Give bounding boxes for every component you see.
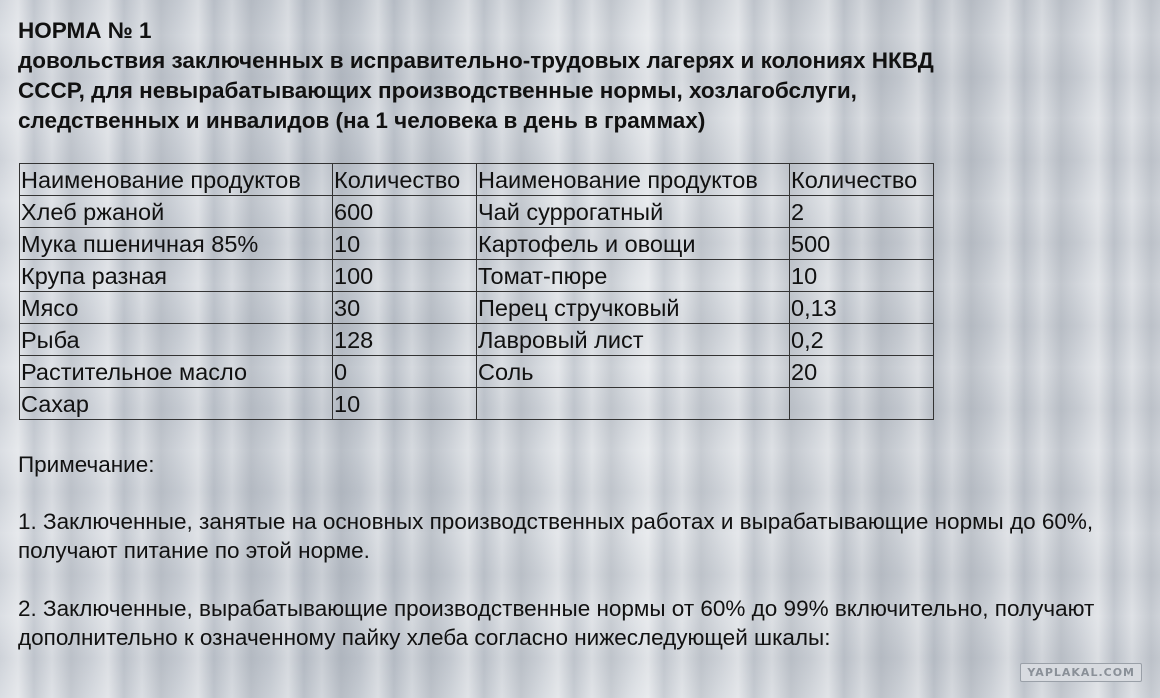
product-name: Мука пшеничная 85% [20, 228, 333, 260]
table-row [20, 260, 934, 292]
product-name: Картофель и овощи [477, 228, 790, 260]
table-row [20, 228, 934, 260]
ration-table [19, 163, 934, 420]
header-quantity-right: Количество [790, 164, 934, 196]
header-product-name-left: Наименование продуктов [20, 164, 333, 196]
notes-section [18, 450, 1138, 681]
note-2: 2. Заключенные, вырабатывающие производственные нормы от 60% до 99% включительно, получают дополнительно к означенному пайку хлеба согласно нижеследующей шкалы: [18, 596, 1095, 650]
header-product-name-right: Наименование продуктов [477, 164, 790, 196]
product-name: Растительное масло [20, 356, 333, 388]
table-row [20, 388, 934, 420]
product-quantity: 0,2 [790, 324, 934, 356]
product-name: Томат-пюре [477, 260, 790, 292]
product-name: Мясо [20, 292, 333, 324]
product-name: Рыба [20, 324, 333, 356]
product-quantity: 10 [333, 228, 477, 260]
product-name: Перец стручковый [477, 292, 790, 324]
table-row [20, 196, 934, 228]
empty-cell [790, 388, 934, 420]
product-quantity: 2 [790, 196, 934, 228]
heading-line-2: СССР, для невырабатывающих производственные нормы, хозлагобслуги, [18, 78, 857, 103]
document-heading [18, 16, 1138, 136]
product-name: Сахар [20, 388, 333, 420]
heading-line-3: следственных и инвалидов (на 1 человека в день в граммах) [18, 108, 706, 133]
product-name: Соль [477, 356, 790, 388]
product-name: Лавровый лист [477, 324, 790, 356]
product-quantity: 0 [333, 356, 477, 388]
product-quantity: 500 [790, 228, 934, 260]
norm-title: НОРМА № 1 [18, 18, 152, 43]
notes-label: Примечание: [18, 452, 155, 477]
product-quantity: 10 [333, 388, 477, 420]
product-name: Хлеб ржаной [20, 196, 333, 228]
table-row [20, 292, 934, 324]
product-quantity: 128 [333, 324, 477, 356]
site-watermark: YAPLAKAL.COM [1020, 663, 1142, 682]
note-1: 1. Заключенные, занятые на основных производственных работах и вырабатывающие нормы до 60%, получают питание по этой норме. [18, 509, 1094, 563]
product-name: Крупа разная [20, 260, 333, 292]
product-quantity: 20 [790, 356, 934, 388]
product-quantity: 30 [333, 292, 477, 324]
table-header-row [20, 164, 934, 196]
product-quantity: 600 [333, 196, 477, 228]
product-name: Чай суррогатный [477, 196, 790, 228]
heading-line-1: довольствия заключенных в исправительно-трудовых лагерях и колониях НКВД [18, 48, 934, 73]
table-row [20, 356, 934, 388]
product-quantity: 10 [790, 260, 934, 292]
header-quantity-left: Количество [333, 164, 477, 196]
empty-cell [477, 388, 790, 420]
product-quantity: 0,13 [790, 292, 934, 324]
product-quantity: 100 [333, 260, 477, 292]
table-row [20, 324, 934, 356]
